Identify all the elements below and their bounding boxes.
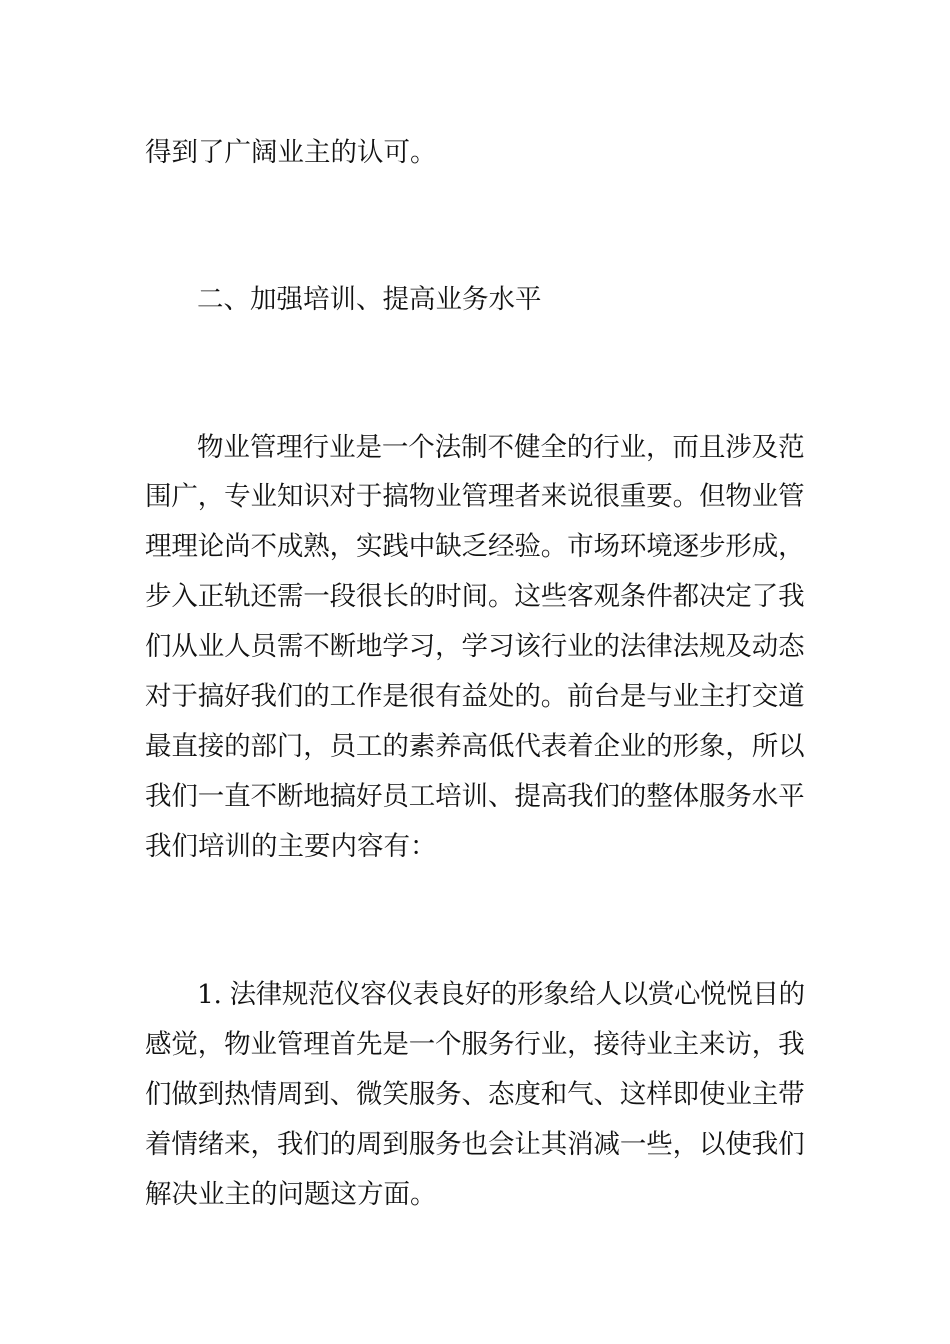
list-item-1-line: 着情绪来，我们的周到服务也会让其消减一些，以使我们	[145, 1129, 805, 1160]
paragraph-line: 们从业人员需不断地学习，学习该行业的法律法规及动态	[145, 631, 805, 662]
paragraph-line: 最直接的部门，员工的素养高低代表着企业的形象，所以	[145, 731, 805, 762]
paragraph-line: 理理论尚不成熟，实践中缺乏经验。市场环境逐步形成，	[145, 531, 805, 562]
paragraph-line: 步入正轨还需一段很长的时间。这些客观条件都决定了我	[145, 581, 805, 612]
paragraph-line: 围广，专业知识对于搞物业管理者来说很重要。但物业管	[145, 481, 805, 512]
list-item-1-line: 感觉，物业管理首先是一个服务行业，接待业主来访，我	[145, 1029, 805, 1060]
list-item-1-line: 们做到热情周到、微笑服务、态度和气、这样即使业主带	[145, 1079, 805, 1110]
paragraph-line: 我们培训的主要内容有：	[145, 831, 437, 862]
list-item-1-line: 1. 法律规范仪容仪表良好的形象给人以赏心悦悦目的	[197, 979, 805, 1010]
paragraph-line: 我们一直不断地搞好员工培训、提高我们的整体服务水平	[145, 781, 805, 812]
section-heading: 二、加强培训、提高业务水平	[197, 284, 542, 315]
list-item-1-line: 解决业主的问题这方面。	[145, 1179, 437, 1210]
paragraph-line: 物业管理行业是一个法制不健全的行业，而且涉及范	[197, 432, 805, 463]
paragraph-line: 对于搞好我们的工作是很有益处的。前台是与业主打交道	[145, 681, 805, 712]
paragraph-continuation-line: 得到了广阔业主的认可。	[145, 137, 437, 168]
